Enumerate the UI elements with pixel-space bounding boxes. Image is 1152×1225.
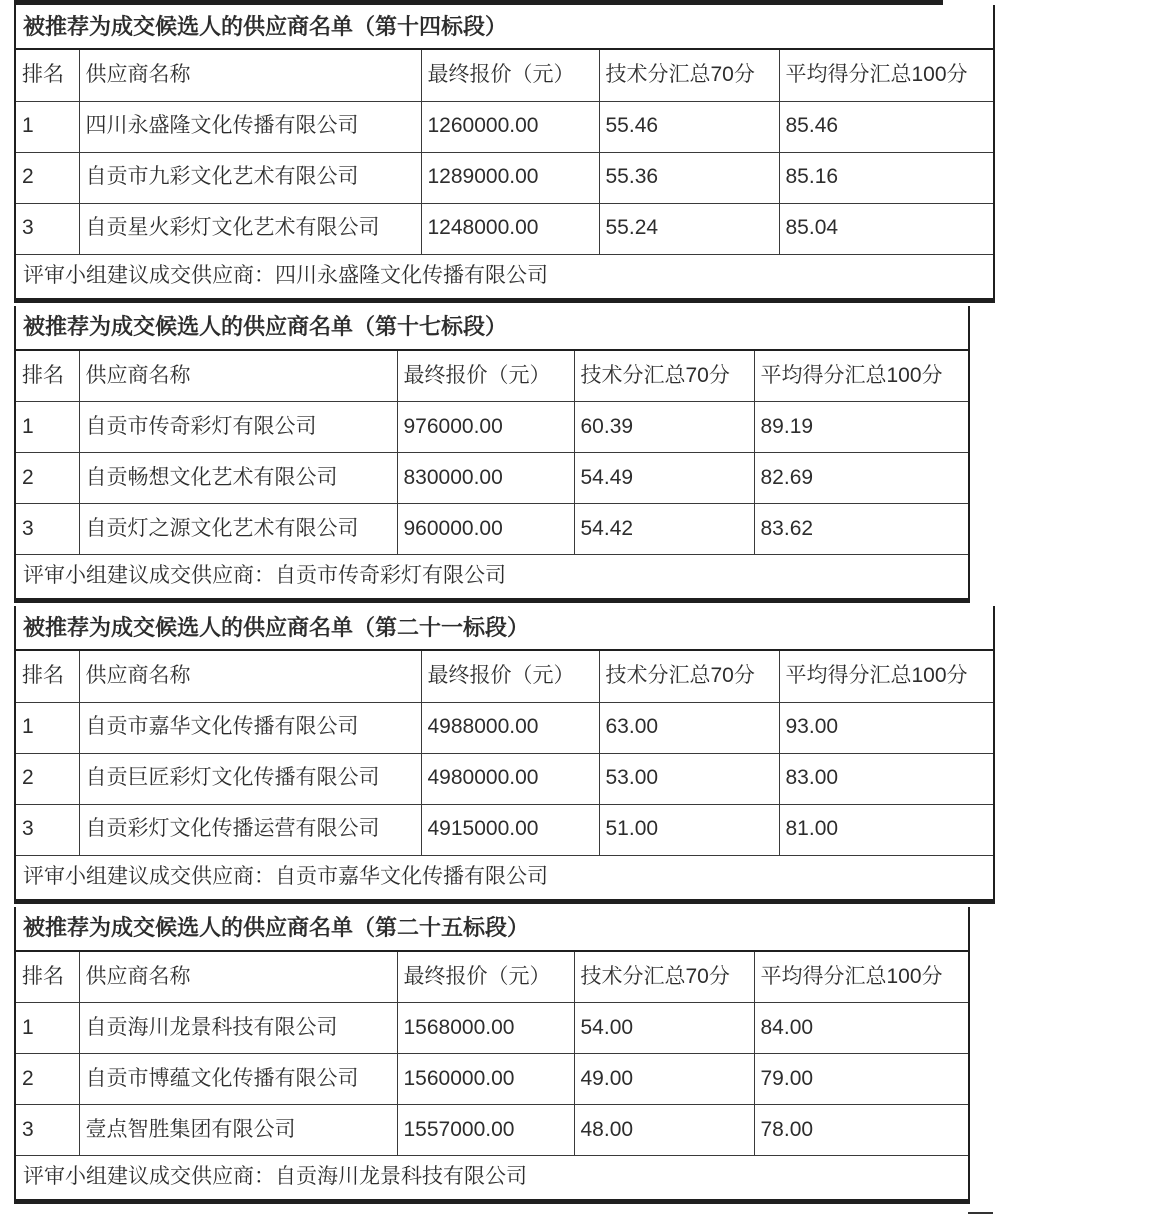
col-header-tech-score: 技术分汇总70分 (599, 650, 779, 702)
cell-avg-score: 82.69 (754, 453, 969, 504)
col-header-final-price: 最终报价（元） (397, 951, 574, 1003)
cell-supplier-name: 自贡市博蕴文化传播有限公司 (79, 1054, 397, 1105)
cell-final-price: 960000.00 (397, 504, 574, 555)
cell-rank: 1 (15, 402, 79, 453)
col-header-final-price: 最终报价（元） (421, 650, 599, 702)
section-title: 被推荐为成交候选人的供应商名单（第十七标段） (15, 306, 969, 350)
table-row (15, 1054, 969, 1105)
col-header-avg-score: 平均得分汇总100分 (779, 650, 994, 702)
cell-supplier-name: 自贡市传奇彩灯有限公司 (79, 402, 397, 453)
col-header-supplier: 供应商名称 (79, 350, 397, 402)
table-footer-row (15, 555, 969, 601)
cell-final-price: 1248000.00 (421, 203, 599, 254)
cell-rank: 3 (15, 504, 79, 555)
col-header-rank: 排名 (15, 350, 79, 402)
cell-avg-score: 81.00 (779, 804, 994, 855)
next-table-border-fragment (968, 1212, 993, 1214)
cell-tech-score: 48.00 (574, 1105, 754, 1156)
col-header-supplier: 供应商名称 (79, 650, 421, 702)
col-header-rank: 排名 (15, 650, 79, 702)
cell-final-price: 1260000.00 (421, 101, 599, 152)
cell-rank: 2 (15, 453, 79, 504)
cell-supplier-name: 自贡灯之源文化艺术有限公司 (79, 504, 397, 555)
cell-final-price: 976000.00 (397, 402, 574, 453)
table-row (15, 152, 994, 203)
cell-final-price: 1560000.00 (397, 1054, 574, 1105)
award-table-section-25 (14, 907, 970, 1205)
cell-tech-score: 60.39 (574, 402, 754, 453)
col-header-rank: 排名 (15, 49, 79, 101)
cell-avg-score: 83.00 (779, 753, 994, 804)
cell-final-price: 830000.00 (397, 453, 574, 504)
cell-tech-score: 55.36 (599, 152, 779, 203)
table-title-row (15, 606, 994, 650)
col-header-avg-score: 平均得分汇总100分 (754, 350, 969, 402)
cell-final-price: 1568000.00 (397, 1003, 574, 1054)
col-header-final-price: 最终报价（元） (397, 350, 574, 402)
col-header-supplier: 供应商名称 (79, 49, 421, 101)
cell-supplier-name: 自贡畅想文化艺术有限公司 (79, 453, 397, 504)
table-title-row (15, 306, 969, 350)
table-header-row (15, 49, 994, 101)
award-table-section-14 (14, 5, 995, 303)
table-row (15, 101, 994, 152)
recommended-supplier-note: 评审小组建议成交供应商：自贡市传奇彩灯有限公司 (15, 555, 969, 601)
cell-final-price: 4915000.00 (421, 804, 599, 855)
cell-final-price: 1289000.00 (421, 152, 599, 203)
cell-supplier-name: 自贡海川龙景科技有限公司 (79, 1003, 397, 1054)
cell-tech-score: 54.49 (574, 453, 754, 504)
cell-supplier-name: 四川永盛隆文化传播有限公司 (79, 101, 421, 152)
col-header-tech-score: 技术分汇总70分 (574, 951, 754, 1003)
cell-tech-score: 49.00 (574, 1054, 754, 1105)
table-title-row (15, 5, 994, 49)
cell-rank: 1 (15, 101, 79, 152)
cell-rank: 3 (15, 804, 79, 855)
cell-tech-score: 54.42 (574, 504, 754, 555)
col-header-supplier: 供应商名称 (79, 951, 397, 1003)
section-title: 被推荐为成交候选人的供应商名单（第十四标段） (15, 5, 994, 49)
cell-rank: 2 (15, 1054, 79, 1105)
col-header-final-price: 最终报价（元） (421, 49, 599, 101)
col-header-avg-score: 平均得分汇总100分 (754, 951, 969, 1003)
cell-avg-score: 85.16 (779, 152, 994, 203)
table-header-row (15, 951, 969, 1003)
col-header-rank: 排名 (15, 951, 79, 1003)
table-row (15, 504, 969, 555)
table-row (15, 203, 994, 254)
cell-avg-score: 83.62 (754, 504, 969, 555)
cell-avg-score: 93.00 (779, 702, 994, 753)
cell-tech-score: 54.00 (574, 1003, 754, 1054)
section-title: 被推荐为成交候选人的供应商名单（第二十五标段） (15, 907, 969, 951)
cell-tech-score: 55.46 (599, 101, 779, 152)
cell-avg-score: 84.00 (754, 1003, 969, 1054)
cell-avg-score: 85.46 (779, 101, 994, 152)
cell-final-price: 1557000.00 (397, 1105, 574, 1156)
recommended-supplier-note: 评审小组建议成交供应商：自贡市嘉华文化传播有限公司 (15, 855, 994, 901)
cell-rank: 2 (15, 753, 79, 804)
table-row (15, 402, 969, 453)
cell-rank: 3 (15, 203, 79, 254)
recommended-supplier-note: 评审小组建议成交供应商：四川永盛隆文化传播有限公司 (15, 254, 994, 300)
award-table-section-21 (14, 606, 995, 904)
cell-tech-score: 53.00 (599, 753, 779, 804)
award-table-section-17 (14, 306, 970, 604)
table-row (15, 1105, 969, 1156)
recommended-supplier-note: 评审小组建议成交供应商：自贡海川龙景科技有限公司 (15, 1156, 969, 1202)
cell-supplier-name: 自贡巨匠彩灯文化传播有限公司 (79, 753, 421, 804)
table-row (15, 702, 994, 753)
cell-supplier-name: 自贡市嘉华文化传播有限公司 (79, 702, 421, 753)
col-header-avg-score: 平均得分汇总100分 (779, 49, 994, 101)
cell-supplier-name: 自贡星火彩灯文化艺术有限公司 (79, 203, 421, 254)
cell-rank: 1 (15, 1003, 79, 1054)
table-row (15, 453, 969, 504)
table-footer-row (15, 855, 994, 901)
section-title: 被推荐为成交候选人的供应商名单（第二十一标段） (15, 606, 994, 650)
cell-avg-score: 89.19 (754, 402, 969, 453)
cell-rank: 3 (15, 1105, 79, 1156)
table-title-row (15, 907, 969, 951)
cell-final-price: 4980000.00 (421, 753, 599, 804)
cell-avg-score: 85.04 (779, 203, 994, 254)
table-row (15, 753, 994, 804)
cell-tech-score: 63.00 (599, 702, 779, 753)
cell-final-price: 4988000.00 (421, 702, 599, 753)
cell-tech-score: 51.00 (599, 804, 779, 855)
table-footer-row (15, 1156, 969, 1202)
table-row (15, 1003, 969, 1054)
cell-rank: 2 (15, 152, 79, 203)
col-header-tech-score: 技术分汇总70分 (574, 350, 754, 402)
cell-supplier-name: 壹点智胜集团有限公司 (79, 1105, 397, 1156)
cell-avg-score: 79.00 (754, 1054, 969, 1105)
cell-avg-score: 78.00 (754, 1105, 969, 1156)
cell-tech-score: 55.24 (599, 203, 779, 254)
cell-supplier-name: 自贡市九彩文化艺术有限公司 (79, 152, 421, 203)
table-header-row (15, 650, 994, 702)
table-header-row (15, 350, 969, 402)
cell-supplier-name: 自贡彩灯文化传播运营有限公司 (79, 804, 421, 855)
col-header-tech-score: 技术分汇总70分 (599, 49, 779, 101)
table-row (15, 804, 994, 855)
cell-rank: 1 (15, 702, 79, 753)
table-footer-row (15, 254, 994, 300)
